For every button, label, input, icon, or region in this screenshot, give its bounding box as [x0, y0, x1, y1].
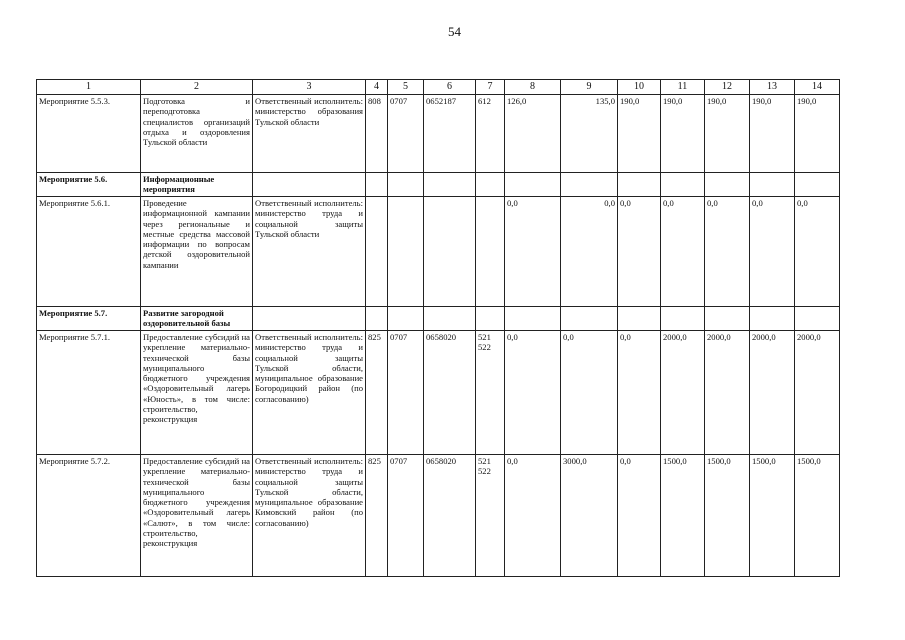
header-cell: 13 [750, 80, 795, 95]
value-cell: 190,0 [795, 95, 840, 173]
value-cell: 0,0 [505, 197, 561, 307]
group-name: Развитие загородной оздоровительной базы [141, 307, 253, 331]
measure-id: Мероприятие 5.7.1. [37, 331, 141, 455]
value-cell: 0,0 [795, 197, 840, 307]
value-cell: 0,0 [618, 331, 661, 455]
col-6 [424, 197, 476, 307]
col-7 [476, 197, 505, 307]
measure-executor: Ответственный исполнитель: министерство труда и социальной защиты Тульской области, муниципальное образование Кимовский район (по согласованию) [253, 455, 366, 577]
col-6: 0652187 [424, 95, 476, 173]
measure-id: Мероприятие 5.6.1. [37, 197, 141, 307]
group-name: Информационные мероприятия [141, 173, 253, 197]
measure-name: Предоставление субсидий на укрепление материально-технической базы муниципального бюджетного учреждения «Оздоровительный лагерь «Юность», в том числе: строительство, реконструкция [141, 331, 253, 455]
header-cell: 1 [37, 80, 141, 95]
value-cell: 2000,0 [795, 331, 840, 455]
col-4: 808 [366, 95, 388, 173]
measure-name: Подготовка и переподготовка специалистов организаций отдыха и оздоровления Тульской области [141, 95, 253, 173]
col-6: 0658020 [424, 455, 476, 577]
value-cell: 1500,0 [661, 455, 705, 577]
header-cell: 14 [795, 80, 840, 95]
value-cell: 0,0 [750, 197, 795, 307]
value-cell: 2000,0 [705, 331, 750, 455]
measure-name: Проведение информационной кампании через региональные и местные средства массовой информации по вопросам детской оздоровительной кампании [141, 197, 253, 307]
header-cell: 2 [141, 80, 253, 95]
header-cell: 6 [424, 80, 476, 95]
value-cell: 0,0 [561, 197, 618, 307]
table-row [37, 455, 840, 577]
col-7: 521 522 [476, 331, 505, 455]
budget-table [36, 79, 840, 577]
table-row [37, 331, 840, 455]
header-cell: 12 [705, 80, 750, 95]
value-cell: 0,0 [561, 331, 618, 455]
measure-executor: Ответственный исполнитель: министерство труда и социальной защиты Тульской области [253, 197, 366, 307]
measure-id: Мероприятие 5.7.2. [37, 455, 141, 577]
value-cell: 2000,0 [750, 331, 795, 455]
col-7: 612 [476, 95, 505, 173]
header-cell: 5 [388, 80, 424, 95]
measure-executor: Ответственный исполнитель: министерство образования Тульской области [253, 95, 366, 173]
header-cell: 8 [505, 80, 561, 95]
col-4 [366, 197, 388, 307]
value-cell: 126,0 [505, 95, 561, 173]
header-cell: 7 [476, 80, 505, 95]
value-cell: 190,0 [618, 95, 661, 173]
col-5: 0707 [388, 95, 424, 173]
table-row [37, 173, 840, 197]
value-cell: 135,0 [561, 95, 618, 173]
value-cell: 190,0 [661, 95, 705, 173]
col-4: 825 [366, 331, 388, 455]
page-number: 54 [448, 24, 461, 39]
table-row [37, 197, 840, 307]
measure-id: Мероприятие 5.5.3. [37, 95, 141, 173]
header-cell: 4 [366, 80, 388, 95]
group-id: Мероприятие 5.7. [37, 307, 141, 331]
group-id: Мероприятие 5.6. [37, 173, 141, 197]
value-cell: 2000,0 [661, 331, 705, 455]
value-cell: 190,0 [705, 95, 750, 173]
value-cell: 0,0 [618, 455, 661, 577]
measure-name: Предоставление субсидий на укрепление материально-технической базы муниципального бюджетного учреждения «Оздоровительный лагерь «Салют», в том числе: строительство, реконструкция [141, 455, 253, 577]
value-cell: 0,0 [618, 197, 661, 307]
col-7: 521 522 [476, 455, 505, 577]
col-5: 0707 [388, 331, 424, 455]
value-cell: 190,0 [750, 95, 795, 173]
value-cell: 0,0 [505, 331, 561, 455]
col-6: 0658020 [424, 331, 476, 455]
measure-executor: Ответственный исполнитель: министерство труда и социальной защиты Тульской области, муниципальное образование Богородицкий район (по согласованию) [253, 331, 366, 455]
value-cell: 0,0 [661, 197, 705, 307]
table-row [37, 95, 840, 173]
value-cell: 1500,0 [750, 455, 795, 577]
header-cell: 9 [561, 80, 618, 95]
value-cell: 1500,0 [795, 455, 840, 577]
header-cell: 3 [253, 80, 366, 95]
value-cell: 0,0 [505, 455, 561, 577]
table-row [37, 307, 840, 331]
header-cell: 10 [618, 80, 661, 95]
header-row [37, 80, 840, 95]
col-4: 825 [366, 455, 388, 577]
value-cell: 3000,0 [561, 455, 618, 577]
value-cell: 0,0 [705, 197, 750, 307]
col-5 [388, 197, 424, 307]
col-5: 0707 [388, 455, 424, 577]
value-cell: 1500,0 [705, 455, 750, 577]
header-cell: 11 [661, 80, 705, 95]
